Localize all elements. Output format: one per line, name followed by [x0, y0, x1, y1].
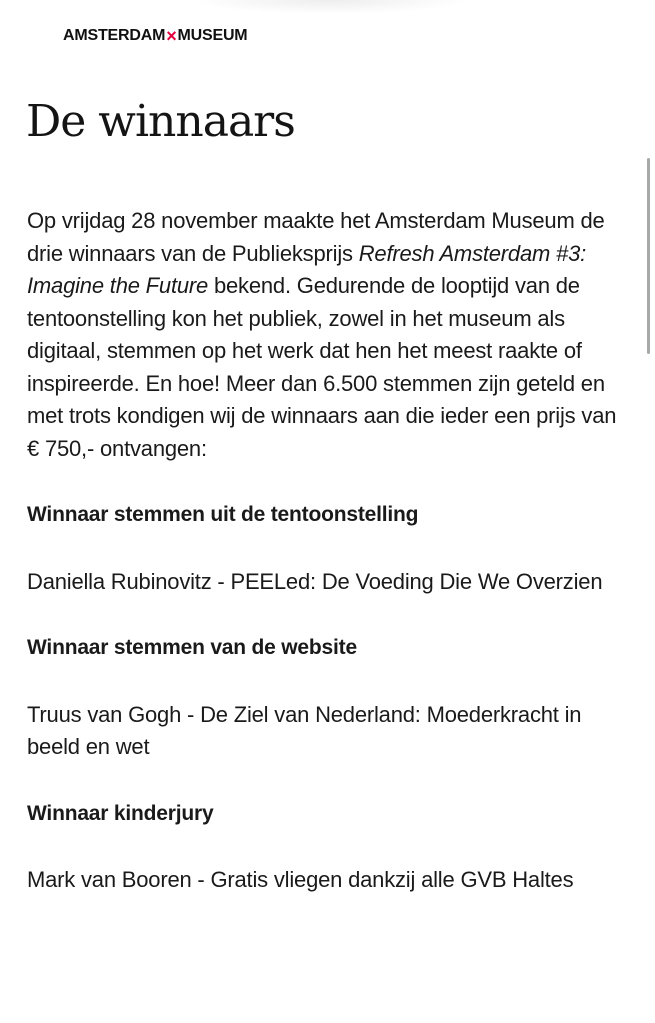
winner-heading-exhibition: Winnaar stemmen uit de tentoonstelling [27, 503, 419, 526]
article-body [27, 205, 627, 897]
page-title: De winnaars [26, 96, 295, 147]
logo-text-right: MUSEUM [177, 27, 248, 44]
winner-text-kinderjury: Mark van Booren - Gratis vliegen dankzij alle GVB Haltes [27, 867, 574, 892]
intro-text-2: bekend. Gedurende de looptijd van de tentoonstelling kon het publiek, zowel in het museum als digitaal, stemmen op het werk dat hen het meest raakte of inspireerde. En hoe! Meer dan 6.500 stemmen zijn geteld en met trots kondigen wij de winnaars aan die ieder een prijs van € 750,- ontvangen: [27, 273, 617, 461]
amsterdam-museum-logo[interactable] [63, 27, 247, 45]
winner-heading-kinderjury: Winnaar kinderjury [27, 801, 214, 825]
winner-text-website: Truus van Gogh - De Ziel van Nederland: Moederkracht in beeld en wet [27, 701, 582, 759]
winner-heading-website: Winnaar stemmen van de website [27, 636, 357, 659]
logo-text-left: AMSTERDAM [63, 27, 166, 44]
exhibition-title: Refresh Amsterdam #3: Imagine the Future [27, 240, 587, 298]
intro-paragraph [27, 205, 627, 465]
winner-text-exhibition: Daniella Rubinovitz - PEELed: De Voeding Die We Overzien [27, 568, 603, 594]
logo-x-icon: × [166, 26, 177, 46]
scrollbar-thumb[interactable] [647, 158, 650, 354]
top-shadow [190, 0, 470, 14]
intro-text-1: Op vrijdag 28 november maakte het Amsterdam Museum de drie winnaars van de Publieksprijs [27, 208, 605, 266]
